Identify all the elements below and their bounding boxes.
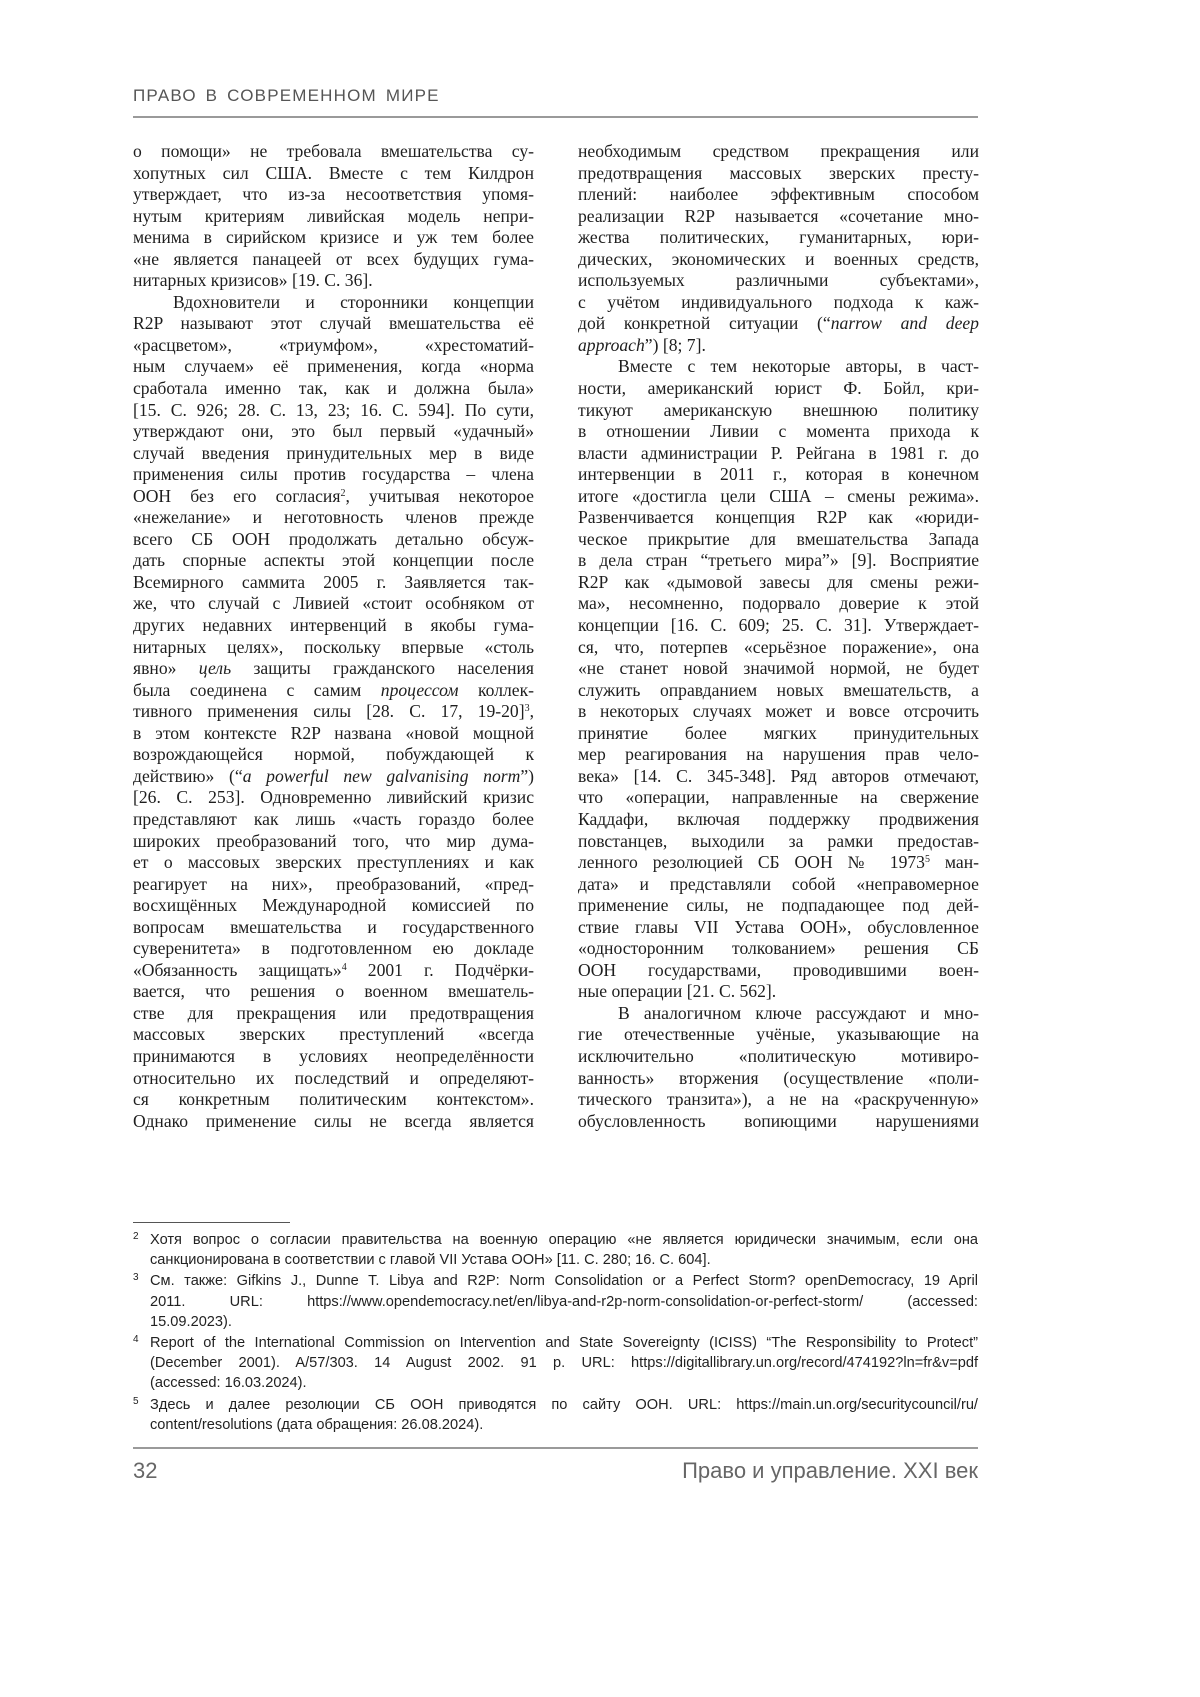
footnote-ref: 2 xyxy=(340,488,345,499)
text-line: R2P называют этот случай вмешательства её xyxy=(133,313,534,335)
footnote xyxy=(133,1333,978,1394)
text-run: 2001 г. Подчёрки- xyxy=(347,960,534,980)
header-rule xyxy=(133,116,978,118)
text-line: ческое прикрытие для вмешательства Запада xyxy=(578,529,979,551)
italic-text: цель xyxy=(199,658,231,678)
text-line: тического транзита»), а не на «раскрученную» xyxy=(578,1089,979,1111)
text-line: вается, что решения о военном вмешатель- xyxy=(133,981,534,1003)
text-line: утверждают они, это был первый «удачный» xyxy=(133,421,534,443)
text-line: Report of the International Commission on Intervention and State Sovereignty (ICISS) “The Responsibility to Protect” xyxy=(150,1333,978,1353)
footnote xyxy=(133,1395,978,1435)
text-line: в некоторых случаях может и вовсе отсрочить xyxy=(578,701,979,723)
text-run: коллек- xyxy=(459,680,534,700)
text-line: 2011. URL: https://www.opendemocracy.net/en/libya-and-r2p-norm-consolidation-or-perfect-storm/ (accessed: xyxy=(150,1292,978,1312)
text-line: в этом контексте R2P названа «новой мощной xyxy=(133,723,534,745)
text-line: менима в сирийском кризисе и уж тем более xyxy=(133,227,534,249)
text-line: принятие более мягких принудительных xyxy=(578,723,979,745)
text-line: ся, что, потерпев «серьёзное поражение», она xyxy=(578,637,979,659)
text-line: Здесь и далее резолюции СБ ООН приводятся по сайту ООН. URL: https://main.un.org/securitycouncil/ru/ xyxy=(150,1395,978,1415)
text-line: что «операции, направленные на свержение xyxy=(578,787,979,809)
footnote-ref: 5 xyxy=(925,854,930,865)
text-line xyxy=(578,852,979,874)
text-line: Развенчивается концепция R2P как «юриди- xyxy=(578,507,979,529)
text-run: была соединена с самим xyxy=(133,680,381,700)
left-column xyxy=(133,141,534,1132)
footnote-ref: 4 xyxy=(342,962,347,973)
text-line: дата» и представляли собой «неправомерное xyxy=(578,874,979,896)
text-line: относительно их последствий и определяют- xyxy=(133,1068,534,1090)
text-line xyxy=(133,658,534,680)
paragraph xyxy=(578,141,979,356)
text-line: ет о массовых зверских преступлениях и как xyxy=(133,852,534,874)
text-line: суверенитета» в подготовленном ею докладе xyxy=(133,938,534,960)
text-line: в дела стран “третьего мира”» [9]. Восприятие xyxy=(578,550,979,572)
text-run: ”) xyxy=(520,766,534,786)
text-line: нитарных кризисов» [19. С. 36]. xyxy=(133,270,534,292)
text-run: защиты гражданского населения xyxy=(231,658,534,678)
paragraph xyxy=(578,356,979,1002)
text-line xyxy=(578,313,979,335)
paragraph xyxy=(133,292,534,1132)
text-line: R2P как «дымовой завесы для смены режи- xyxy=(578,572,979,594)
italic-text: a powerful new galvanising norm xyxy=(243,766,521,786)
text-line: сработала именно так, как и должна была» xyxy=(133,378,534,400)
text-line: [15. С. 926; 28. С. 13, 23; 16. С. 594]. По сути, xyxy=(133,400,534,422)
text-line: дических, экономических и военных средств, xyxy=(578,249,979,271)
text-line: необходимым средством прекращения или xyxy=(578,141,979,163)
text-run: дой конкретной ситуации (“ xyxy=(578,313,831,333)
text-line: века» [14. С. 345-348]. Ряд авторов отмечают, xyxy=(578,766,979,788)
text-line xyxy=(133,680,534,702)
text-run: тивного применения силы [28. С. 17, 19-20] xyxy=(133,701,525,721)
text-line: См. также: Gifkins J., Dunne T. Libya and R2P: Norm Consolidation or a Perfect Storm? openDemocracy, 19 April xyxy=(150,1271,978,1291)
text-line: «односторонним толкованием» решения СБ xyxy=(578,938,979,960)
footnote-number: 4 xyxy=(133,1330,139,1350)
text-line: ствие главы VII Устава ООН», обусловленное xyxy=(578,917,979,939)
text-line xyxy=(133,766,534,788)
text-line: ООН государствами, проводившими воен- xyxy=(578,960,979,982)
text-line: ным случаем» её применения, когда «норма xyxy=(133,356,534,378)
text-line: вопросам вмешательства и государственного xyxy=(133,917,534,939)
text-line: (December 2001). A/57/303. 14 August 2002. 91 p. URL: https://digitallibrary.un.org/record/474192?ln=fr&v=pdf xyxy=(150,1353,978,1373)
italic-text: narrow and deep xyxy=(831,313,979,333)
text-line: интервенции в 2011 г., которая в конечном xyxy=(578,464,979,486)
text-line: ванность» вторжения (осуществление «поли- xyxy=(578,1068,979,1090)
text-line: возрождающейся нормой, побуждающей к xyxy=(133,744,534,766)
text-line: реализации R2P называется «сочетание мно- xyxy=(578,206,979,228)
text-line: «не станет новой значимой нормой, не будет xyxy=(578,658,979,680)
text-line: санкционирована в соответствии с главой VII Устава ООН» [11. С. 280; 16. С. 604]. xyxy=(150,1250,978,1270)
footnote-number: 2 xyxy=(133,1227,139,1247)
text-line: В аналогичном ключе рассуждают и мно- xyxy=(578,1003,979,1025)
text-line: концепции [16. С. 609; 25. С. 31]. Утверждает- xyxy=(578,615,979,637)
text-run: действию» (“ xyxy=(133,766,243,786)
text-line: массовых зверских преступлений «всегда xyxy=(133,1024,534,1046)
text-line xyxy=(133,486,534,508)
text-line xyxy=(133,960,534,982)
text-line: реагирует на них», преобразований, «пред- xyxy=(133,874,534,896)
text-line: широких преобразований того, что мир дума- xyxy=(133,831,534,853)
text-line: Хотя вопрос о согласии правительства на военную операцию «не является юридически значимым, если она xyxy=(150,1230,978,1250)
text-run: ”) [8; 7]. xyxy=(645,335,706,355)
text-line: мер реагирования на нарушения прав чело- xyxy=(578,744,979,766)
text-line: «нежелание» и неготовность членов прежде xyxy=(133,507,534,529)
italic-text: процессом xyxy=(381,680,459,700)
text-run: ленного резолюцией СБ ООН № 1973 xyxy=(578,852,925,872)
footer-rule xyxy=(133,1447,978,1449)
text-line: утверждает, что из-за несоответствия упомя- xyxy=(133,184,534,206)
text-line: используемых различными субъектами», xyxy=(578,270,979,292)
right-column xyxy=(578,141,979,1132)
text-line: ности, американский юрист Ф. Бойл, кри- xyxy=(578,378,979,400)
text-line: «не является панацеей от всех будущих гума- xyxy=(133,249,534,271)
text-line: Всемирного саммита 2005 г. Заявляется так- xyxy=(133,572,534,594)
text-line: с учётом индивидуального подхода к каж- xyxy=(578,292,979,314)
text-line xyxy=(578,335,979,357)
text-line: принимаются в условиях неопределённости xyxy=(133,1046,534,1068)
footnote-number: 5 xyxy=(133,1392,139,1412)
text-line: представляют как лишь «часть гораздо более xyxy=(133,809,534,831)
text-run: , учитывая некоторое xyxy=(345,486,534,506)
text-line: ные операции [21. С. 562]. xyxy=(578,981,979,1003)
footnote-ref: 3 xyxy=(525,703,530,714)
text-line: ма», несомненно, подорвало доверие к этой xyxy=(578,593,979,615)
text-line: обусловленность вопиющими нарушениями xyxy=(578,1111,979,1133)
page-number: 32 xyxy=(133,1458,157,1484)
journal-title: Право и управление. XXI век xyxy=(682,1458,978,1484)
text-line: жества политических, гуманитарных, юри- xyxy=(578,227,979,249)
running-header: ПРАВО В СОВРЕМЕННОМ МИРЕ xyxy=(133,86,440,106)
text-line: «расцветом», «триумфом», «хрестоматий- xyxy=(133,335,534,357)
text-line: применение силы, не подпадающее под дей- xyxy=(578,895,979,917)
text-line: случай введения принудительных мер в виде xyxy=(133,443,534,465)
text-line: стве для прекращения или предотвращения xyxy=(133,1003,534,1025)
text-line: служить оправданием новых вмешательств, а xyxy=(578,680,979,702)
text-run: «Обязанность защищать» xyxy=(133,960,342,980)
paragraph xyxy=(133,141,534,292)
text-line: Однако применение силы не всегда является xyxy=(133,1111,534,1133)
text-line: же, что случай с Ливией «стоит особняком от xyxy=(133,593,534,615)
text-line: плений: наиболее эффективным способом xyxy=(578,184,979,206)
text-line: других недавних интервенций в якобы гума- xyxy=(133,615,534,637)
footnotes xyxy=(133,1230,978,1436)
text-line: нутым критериям ливийская модель непри- xyxy=(133,206,534,228)
text-line: дать спорные аспекты этой концепции после xyxy=(133,550,534,572)
text-line: 15.09.2023). xyxy=(150,1312,978,1332)
text-run: явно» xyxy=(133,658,199,678)
italic-text: approach xyxy=(578,335,645,355)
text-line xyxy=(133,701,534,723)
text-line: (accessed: 16.03.2024). xyxy=(150,1373,978,1393)
paragraph xyxy=(578,1003,979,1132)
text-line: итоге «достигла цели США – смены режима». xyxy=(578,486,979,508)
text-line: повстанцев, выходили за рамки предостав- xyxy=(578,831,979,853)
text-line: всего СБ ООН продолжать детально обсуж- xyxy=(133,529,534,551)
text-line: тикуют американскую внешнюю политику xyxy=(578,400,979,422)
footnote-number: 3 xyxy=(133,1268,139,1288)
text-run: , xyxy=(530,701,534,721)
text-line: восхищённых Международной комиссией по xyxy=(133,895,534,917)
text-line: [26. С. 253]. Одновременно ливийский кризис xyxy=(133,787,534,809)
text-line: о помощи» не требовала вмешательства су- xyxy=(133,141,534,163)
text-line: Каддафи, включая поддержку продвижения xyxy=(578,809,979,831)
text-line: хопутных сил США. Вместе с тем Килдрон xyxy=(133,163,534,185)
text-run: ООН без его согласия xyxy=(133,486,340,506)
text-line: применения силы против государства – члена xyxy=(133,464,534,486)
text-line: content/resolutions (дата обращения: 26.08.2024). xyxy=(150,1415,978,1435)
text-line: исключительно «политическую мотивиро- xyxy=(578,1046,979,1068)
text-run: ман- xyxy=(930,852,979,872)
footnote-separator xyxy=(133,1222,290,1223)
text-line: нитарных целях», поскольку впервые «столь xyxy=(133,637,534,659)
text-line: в отношении Ливии с момента прихода к xyxy=(578,421,979,443)
footnote xyxy=(133,1271,978,1332)
footnote xyxy=(133,1230,978,1270)
text-line: Вдохновители и сторонники концепции xyxy=(133,292,534,314)
text-line: Вместе с тем некоторые авторы, в част- xyxy=(578,356,979,378)
text-line: предотвращения массовых зверских престу- xyxy=(578,163,979,185)
text-line: гие отечественные учёные, указывающие на xyxy=(578,1024,979,1046)
text-line: ся конкретным политическим контекстом». xyxy=(133,1089,534,1111)
text-line: власти администрации Р. Рейгана в 1981 г. до xyxy=(578,443,979,465)
